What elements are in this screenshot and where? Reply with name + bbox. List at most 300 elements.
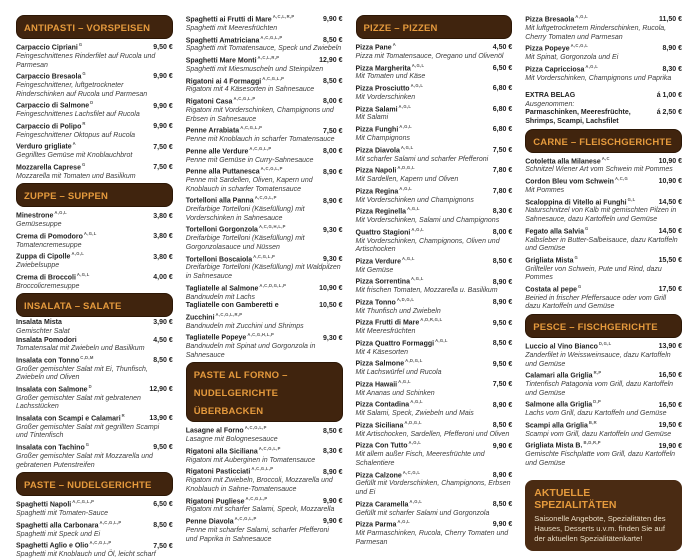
menu-item-row xyxy=(186,145,343,157)
item-price: 9,90 € xyxy=(323,16,343,24)
item-name: Pizza Pane$^A$ xyxy=(355,42,397,52)
item-price: 9,90 € xyxy=(153,73,173,81)
item-price: 7,50 € xyxy=(323,127,343,135)
item-description: Feingeschnittener, luftgetrockneter Rinderschinken auf Rucola und Parmesan xyxy=(16,82,148,98)
allergen-codes: R xyxy=(82,120,86,126)
item-name: Verduro grigliate$^A$ xyxy=(16,141,76,151)
item-name: Pizza Prosciutto$^{A,G,L}$ xyxy=(355,83,424,93)
item-name: Fegato alla Salvia$^G$ xyxy=(525,225,589,235)
item-name: Rigatoni Pugliese$^{A,C,G,L,P}$ xyxy=(185,495,268,505)
menu-section xyxy=(525,129,682,312)
menu-item-row xyxy=(186,165,343,177)
menu-item xyxy=(356,62,513,83)
section-title: CARNE – FLEISCHGERICHTE xyxy=(533,136,672,148)
menu-item-row xyxy=(356,357,513,369)
menu-item-row xyxy=(525,196,682,208)
menu-item-row xyxy=(525,369,682,381)
item-description: Mit Salami xyxy=(355,114,389,122)
menu-item-row xyxy=(16,337,173,346)
menu-item-row xyxy=(186,194,343,206)
menu-item-row xyxy=(525,283,682,295)
menu-item xyxy=(186,331,343,360)
item-description: Rigatoni mit scharfer Salami, Speck, Mozzarella xyxy=(185,506,335,514)
menu-item xyxy=(16,250,173,271)
menu-item xyxy=(525,13,682,42)
allergen-codes: A,C,L,R,P xyxy=(257,55,280,61)
item-name: Pizza Margherita$^{A,G,L}$ xyxy=(355,62,425,72)
menu-item xyxy=(186,194,343,223)
menu-item xyxy=(525,283,682,312)
item-name: Crema di Broccoli$^{A,G,L}$ xyxy=(16,271,90,282)
item-price: 11,50 € xyxy=(659,16,682,24)
menu-item-row xyxy=(186,445,343,457)
item-price: 9,50 € xyxy=(153,44,173,52)
item-price: 6,50 € xyxy=(492,64,513,72)
allergen-codes: A,C,G,L,P xyxy=(262,75,285,81)
item-description: Penne mit Knoblauch in scharfer Tomatensauce xyxy=(185,136,335,144)
menu-item-row xyxy=(525,155,682,167)
section-header xyxy=(16,293,173,317)
item-description: Mit Champignons xyxy=(355,134,410,142)
allergen-codes: A,G,L xyxy=(410,399,423,405)
item-description: Spaghetti mit Miesmuscheln und Steinpilzen xyxy=(185,65,324,73)
item-description: Zanderfilet in Weissweinsauce, dazu Kartoffeln und Gemüse xyxy=(525,351,671,368)
allergen-codes: A,G,L xyxy=(575,14,588,19)
menu-item xyxy=(356,144,513,165)
item-name: Calamari alla Griglia$^{R,P}$ xyxy=(525,370,602,380)
allergen-codes: G,L xyxy=(627,196,636,202)
item-price: 4,00 € xyxy=(153,274,173,282)
item-name: Pizza Funghi$^{A,G,L}$ xyxy=(355,124,412,134)
menu-item-row xyxy=(356,398,513,410)
menu-item-row xyxy=(16,161,173,173)
menu-item-row xyxy=(525,419,682,431)
item-price: 6,80 € xyxy=(492,85,513,93)
allergen-codes: C,D,M xyxy=(80,354,94,360)
item-description: Gemischte Fischplatte vom Grill, dazu Kartoffeln und Gemüse xyxy=(525,451,676,467)
item-description: Mit Thunfisch und Zwiebeln xyxy=(355,307,441,315)
item-description: Tomatencremesuppe xyxy=(16,241,82,249)
item-description: Gefüllt mit scharfer Salami und Gorgonzola xyxy=(355,509,490,517)
item-name: Quattro Stagioni$^{A,G,L}$ xyxy=(355,226,425,236)
allergen-codes: A,G,L xyxy=(411,226,425,232)
item-description: Mit Spinat, Gorgonzola und Ei xyxy=(525,54,619,62)
item-price: 9,50 € xyxy=(492,319,513,327)
item-price: 8,90 € xyxy=(323,168,343,176)
item-price: 8,30 € xyxy=(662,65,682,73)
item-price: 9,90 € xyxy=(492,521,513,529)
menu-item xyxy=(356,469,513,498)
menu-item xyxy=(16,120,173,141)
item-price: 10,90 € xyxy=(658,178,682,186)
item-description: Mit Vorderschinken, Salami und Champignons xyxy=(355,217,500,225)
specials-title: AKTUELLE SPEZIALITÄTEN xyxy=(534,487,617,512)
allergen-codes: A,D,G,L xyxy=(397,165,415,171)
allergen-codes: A,G,L xyxy=(398,378,411,384)
item-price: 9,50 € xyxy=(153,444,173,452)
allergen-codes: A,G,L xyxy=(399,124,412,130)
allergen-codes: A,G,L xyxy=(76,271,90,277)
item-price: 14,50 € xyxy=(658,227,682,235)
item-description: Mit Ananas und Schinken xyxy=(355,389,435,397)
section-header xyxy=(16,183,173,207)
item-price: 16,50 € xyxy=(658,372,682,380)
item-name: Rigatoni Casa$^{A,C,G,L,P}$ xyxy=(185,96,256,106)
menu-item-row xyxy=(356,205,513,217)
item-name: Minestrone$^{A,G,L}$ xyxy=(16,210,68,220)
menu-item xyxy=(356,518,513,547)
menu-item-row xyxy=(16,250,173,262)
menu-item xyxy=(356,82,513,103)
allergen-codes: A,C,G,L,P xyxy=(254,195,277,201)
menu-item xyxy=(356,439,513,468)
menu-item xyxy=(525,398,682,419)
item-description: Mit frischen Tomaten, Mozzarella u. Basilikum xyxy=(355,287,498,295)
menu-item xyxy=(525,225,682,254)
section-title: INSALATA – SALATE xyxy=(24,301,122,313)
menu-item-row xyxy=(356,469,513,481)
item-price: 8,50 € xyxy=(153,357,173,365)
menu-item xyxy=(186,75,343,96)
allergen-codes: A,G,L xyxy=(83,230,97,236)
allergen-codes: G xyxy=(81,161,86,167)
menu-item-row xyxy=(356,378,513,390)
item-description: Kalbsleber in Butter-Salbeisauce, dazu Kartoffeln und Gemüse xyxy=(525,236,678,253)
menu-section xyxy=(16,15,173,181)
allergen-codes: A,C,G,L,P xyxy=(233,96,256,102)
item-price: 8,50 € xyxy=(492,422,513,430)
allergen-codes: R,P xyxy=(593,370,602,376)
menu-item xyxy=(356,103,513,124)
item-price: 9,90 € xyxy=(323,497,343,505)
item-description: Mit Sardellen, Kapern und Oliven xyxy=(355,176,459,184)
allergen-codes: A xyxy=(392,42,397,47)
item-description: Mit Lachswürfel und Rucola xyxy=(355,369,442,377)
menu-item-row xyxy=(356,419,513,431)
menu-column xyxy=(356,13,513,560)
item-name: Tagliatelle con Gamberetti e Zucchini$^{A,C,G,L,R,P}$ xyxy=(185,302,279,322)
allergen-codes: A,C,G,L,P xyxy=(260,166,283,172)
menu-item xyxy=(356,357,513,378)
menu-section xyxy=(525,314,682,468)
allergen-codes: R xyxy=(121,412,125,418)
allergen-codes: A,D,G,L xyxy=(405,358,423,364)
menu-item-row xyxy=(186,95,343,107)
menu-item-row xyxy=(525,175,682,187)
item-name: Rigatoni alla Siciliana$^{A,C,G,L,P}$ xyxy=(185,445,281,456)
item-name: Luccio al Vino Bianco$^{D,G,L}$ xyxy=(525,340,612,351)
menu-column xyxy=(525,13,682,560)
item-description: Schnitzel Wiener Art vom Schwein mit Pommes xyxy=(525,166,673,174)
item-description: Rigatoni mit Auberginen in Tomatensauce xyxy=(185,456,316,464)
menu-item xyxy=(16,383,173,412)
menu-item-row xyxy=(356,185,513,197)
menu-item-row xyxy=(186,34,343,46)
allergen-codes: B,R xyxy=(588,419,598,425)
item-description: Gemischter Salat xyxy=(16,327,70,335)
item-name: Rigatoni Pasticciati$^{A,C,G,L,P}$ xyxy=(185,466,274,476)
item-description: Mozzarella mit Tomaten und Basilikum xyxy=(16,172,136,180)
item-price: 3,80 € xyxy=(153,212,173,220)
item-description: Bandnudeln mit Lachs xyxy=(185,293,256,301)
menu-item-row xyxy=(525,92,682,101)
menu-item xyxy=(525,63,682,84)
item-description: Dreifarbige Tortelloni (Käsefüllung) mit Gorgonzolasauce und Nüssen xyxy=(185,235,305,251)
menu-item xyxy=(356,296,513,317)
item-name: Spaghetti Aglio e Olio$^{A,C,G,L,P}$ xyxy=(16,540,112,550)
menu-item-row xyxy=(16,140,173,152)
item-price: 7,50 € xyxy=(153,164,173,172)
item-name: Spaghetti alla Carbonara$^{A,C,G,L,P}$ xyxy=(16,519,122,529)
menu-item xyxy=(16,209,173,230)
menu-item xyxy=(16,319,173,336)
menu-item xyxy=(16,519,173,540)
item-price: 8,50 € xyxy=(492,340,513,348)
item-price: 9,50 € xyxy=(492,360,513,368)
item-price: 4,50 € xyxy=(153,336,173,344)
menu-item xyxy=(525,439,682,468)
menu-item xyxy=(16,271,173,292)
item-price: 7,50 € xyxy=(153,143,173,151)
item-description: Mit 4 Käsesorten xyxy=(355,348,409,356)
menu-section xyxy=(356,15,513,547)
allergen-codes: A,G,L xyxy=(71,251,85,257)
menu-item xyxy=(186,302,343,331)
item-name: Carpaccio Cipriani$^G$ xyxy=(16,42,83,52)
allergen-codes: D,G,L xyxy=(598,340,612,346)
allergen-codes: A,C,G,L,P xyxy=(72,499,95,505)
menu-item-row xyxy=(525,109,682,126)
menu-item xyxy=(356,205,513,226)
menu-item-row xyxy=(356,123,513,135)
item-price: 8,50 € xyxy=(492,258,513,266)
item-price: 6,80 € xyxy=(492,126,513,134)
menu-item-row xyxy=(16,441,173,453)
menu-item-row xyxy=(16,519,173,531)
item-price: á 2,50 € xyxy=(656,109,682,117)
menu-item-row xyxy=(356,226,513,238)
item-price: 15,50 € xyxy=(658,257,682,265)
item-name: Rigatoni ai 4 Formaggi$^{A,C,G,L,P}$ xyxy=(185,75,285,85)
allergen-codes: A,G,L xyxy=(407,206,420,212)
item-description: Pizza mit Tomatensauce, Oregano und Olivenöl xyxy=(355,52,504,60)
item-description: Penne mit Sardellen, Oliven, Kapern und Knoblauch in scharfer Tomatensauce xyxy=(185,177,313,193)
menu-item xyxy=(356,275,513,296)
item-price: 8,90 € xyxy=(492,401,513,409)
menu-item xyxy=(16,161,173,182)
item-name: Penne alla Puttanesca$^{A,C,G,L,P}$ xyxy=(185,166,283,176)
allergen-codes: A,C,G,L,P xyxy=(251,466,274,472)
menu-item xyxy=(525,175,682,196)
allergen-codes: A,C,G,L xyxy=(570,43,589,49)
menu-item xyxy=(525,92,682,109)
item-price: 8,00 € xyxy=(492,228,513,236)
allergen-codes: A,C,G,L,P xyxy=(245,495,268,501)
item-description: Dreifarbige Tortelloni (Käsefüllung) mit Waldpilzen in Sahnesauce xyxy=(185,264,341,281)
item-description: Mit scharfer Salami und scharfer Pfefferoni xyxy=(355,155,489,163)
section-header xyxy=(16,472,173,496)
item-name: Carpaccio di Polipo$^R$ xyxy=(16,120,86,131)
item-name: Pizza Capricciosa$^{A,G,L}$ xyxy=(525,63,599,73)
item-price: 10,90 € xyxy=(658,157,682,165)
item-price: 8,50 € xyxy=(153,522,173,529)
allergen-codes: A,C,D,G,L,P xyxy=(259,282,287,288)
menu-item-row xyxy=(16,41,173,53)
menu-item-row xyxy=(525,63,682,75)
item-price: 3,80 € xyxy=(153,233,173,241)
item-price: 9,90 € xyxy=(153,102,173,110)
allergen-codes: B,D,R,P xyxy=(583,440,601,446)
item-price: 7,50 € xyxy=(153,542,173,550)
item-description: Spaghetti mit Meeresfrüchten xyxy=(185,24,278,32)
allergen-codes: G xyxy=(85,442,90,448)
item-price: 6,50 € xyxy=(153,501,173,509)
item-price: 8,50 € xyxy=(492,500,513,508)
item-name: Spaghetti Mare Monti$^{A,C,L,R,P}$ xyxy=(185,55,280,65)
item-price: 13,90 € xyxy=(658,343,682,351)
menu-item xyxy=(16,354,173,383)
item-price: 9,90 € xyxy=(153,123,173,131)
item-name: Grigliata Mista B.$^{B,D,R,P}$ xyxy=(525,440,601,450)
allergen-codes: A,G,L xyxy=(399,185,412,191)
section-title: PASTE AL FORNO – NUDELGERICHTE ÜBERBACKEN xyxy=(193,370,288,418)
menu-item xyxy=(525,42,682,63)
menu-item-row xyxy=(356,439,513,451)
menu-item xyxy=(525,340,682,369)
item-name: Crema di Pomodoro$^{A,G,L}$ xyxy=(16,230,97,241)
item-price: 8,50 € xyxy=(323,36,343,44)
item-description: Bandnudeln mit Spinat und Gorgonzola in Sahnesauce xyxy=(185,343,316,359)
item-description: Feingeschnittener Oktopus auf Rucola xyxy=(16,131,136,139)
menu-item-row xyxy=(16,319,173,328)
menu-item-row xyxy=(356,41,513,53)
menu-item-row xyxy=(356,316,513,328)
item-price: 19,50 € xyxy=(658,422,682,430)
menu-item-row xyxy=(186,54,343,66)
item-price: 9,30 € xyxy=(323,334,343,342)
menu-item xyxy=(16,99,173,120)
menu-column xyxy=(16,13,173,560)
allergen-codes: A,G,L xyxy=(410,276,424,282)
item-description: Lachs vom Grill, dazu Kartoffeln und Gemüse xyxy=(525,410,667,418)
item-price: 17,50 € xyxy=(658,286,682,294)
item-description: Mit Meeresfrüchten xyxy=(355,328,416,336)
section-header xyxy=(525,129,682,153)
item-name: Insalata con Tonno$^{C,D,M}$ xyxy=(16,354,94,365)
item-description: Großer gemischter Salat mit Ei, Thunfisch, Zwiebeln und Oliven xyxy=(16,365,148,382)
menu-item-row xyxy=(186,424,343,436)
menu-item-row xyxy=(525,340,682,352)
item-price: 8,90 € xyxy=(492,471,513,479)
item-price: á 1,00 € xyxy=(656,92,682,100)
menu-item xyxy=(186,165,343,194)
item-price: 3,90 € xyxy=(153,319,173,327)
allergen-codes: G xyxy=(585,225,589,231)
menu-section xyxy=(16,293,173,470)
item-price: 10,50 € xyxy=(319,302,343,310)
item-name: Spaghetti ai Frutti di Mare$^{A,C,L,R,P}$ xyxy=(185,14,295,24)
item-description: Rigatoni mit 4 Käsesorten in Sahnesauce xyxy=(185,86,315,94)
item-price: 8,90 € xyxy=(323,197,343,205)
item-description: Bandnudeln mit Zucchini und Shrimps xyxy=(185,322,304,330)
item-name: Scaloppina di Vitello ai Funghi$^{G,L}$ xyxy=(525,196,636,206)
allergen-codes: A,G,L xyxy=(435,337,448,343)
menu-item-row xyxy=(356,518,513,530)
item-description: Penne mit scharfer Salami, scharfer Pfefferoni und Paprika in Sahnesauce xyxy=(185,526,329,543)
allergen-codes: A,G,L xyxy=(409,498,423,504)
menu-item xyxy=(16,412,173,441)
menu-item-row xyxy=(525,42,682,54)
allergen-codes: A,C,G,L,P xyxy=(258,445,281,451)
allergen-codes: A xyxy=(72,141,76,147)
menu-item-row xyxy=(356,144,513,156)
allergen-codes: A,C,G,H,L,P xyxy=(258,224,286,230)
item-price: 8,30 € xyxy=(492,208,513,216)
item-description: Großer gemischter Salat mit gebratenen Lachsstücken xyxy=(16,394,141,411)
menu-item xyxy=(525,254,682,283)
menu-item xyxy=(356,498,513,519)
item-description: Großer gemischter Salat mit gegrillten Scampi und Tintenfisch xyxy=(16,423,160,440)
item-name: Parmaschinken, Meeresfrüchte, Shrimps, Scampi, Lachsfilet xyxy=(525,109,631,125)
menu-item-row xyxy=(16,354,173,366)
menu-item-row xyxy=(356,62,513,74)
allergen-codes: A,C,G,L,P xyxy=(249,145,272,151)
allergen-codes: A,C,G xyxy=(614,176,629,182)
item-name: Pizza Diavola$^{A,G,L}$ xyxy=(355,144,414,154)
item-price: 9,30 € xyxy=(323,226,343,234)
item-price: 9,90 € xyxy=(492,442,513,450)
menu-item xyxy=(356,419,513,440)
menu-item xyxy=(186,424,343,445)
item-name: Pizza Tonno$^{A,D,G,L}$ xyxy=(355,296,415,307)
menu-item-row xyxy=(356,255,513,267)
item-name: Tortelloni Boscaiola$^{A,C,G,L,P}$ xyxy=(185,253,276,263)
menu-item xyxy=(356,337,513,358)
item-description: Mit luftgetrocknetem Rinderschinken, Rucola, Cherry Tomaten und Parmesan xyxy=(525,24,667,41)
item-description: Feingeschnittenes Lachsfilet auf Rucola xyxy=(16,111,140,119)
item-description: Mit Salami, Speck, Zwiebeln und Mais xyxy=(355,410,474,418)
item-price: 7,50 € xyxy=(492,381,513,389)
item-name: Tortelloni alla Panna$^{A,C,G,L,P}$ xyxy=(185,195,277,205)
allergen-codes: A,G,L xyxy=(398,103,412,109)
item-name: Pizza Salami$^{A,G,L}$ xyxy=(355,103,412,113)
menu-item-row xyxy=(186,13,343,25)
allergen-codes: G xyxy=(82,71,86,77)
menu-item xyxy=(16,337,173,354)
menu-item xyxy=(16,539,173,560)
item-price: 14,50 € xyxy=(658,198,682,206)
item-name: Pizza Verdure$^{A,G,L}$ xyxy=(355,255,415,266)
menu-item xyxy=(186,95,343,124)
menu-item xyxy=(186,253,343,282)
item-description: Lasagne mit Bolognesesauce xyxy=(185,436,278,444)
specials-box xyxy=(525,480,682,551)
menu-section xyxy=(186,362,343,544)
section-header xyxy=(16,15,173,39)
menu-section xyxy=(16,183,173,291)
item-price: 12,90 € xyxy=(149,386,173,394)
menu-item-row xyxy=(16,209,173,221)
menu-item-row xyxy=(186,331,343,343)
item-description: Mit Pommes xyxy=(525,186,565,194)
allergen-codes: D xyxy=(90,100,94,106)
allergen-codes: A,C,G,L,P xyxy=(99,519,122,525)
allergen-codes: G xyxy=(78,42,83,47)
item-price: 8,90 € xyxy=(492,299,513,307)
item-name: Pizza Reginella$^{A,G,L}$ xyxy=(355,206,420,216)
menu-item xyxy=(356,398,513,419)
allergen-codes: A,G,L xyxy=(585,63,599,69)
